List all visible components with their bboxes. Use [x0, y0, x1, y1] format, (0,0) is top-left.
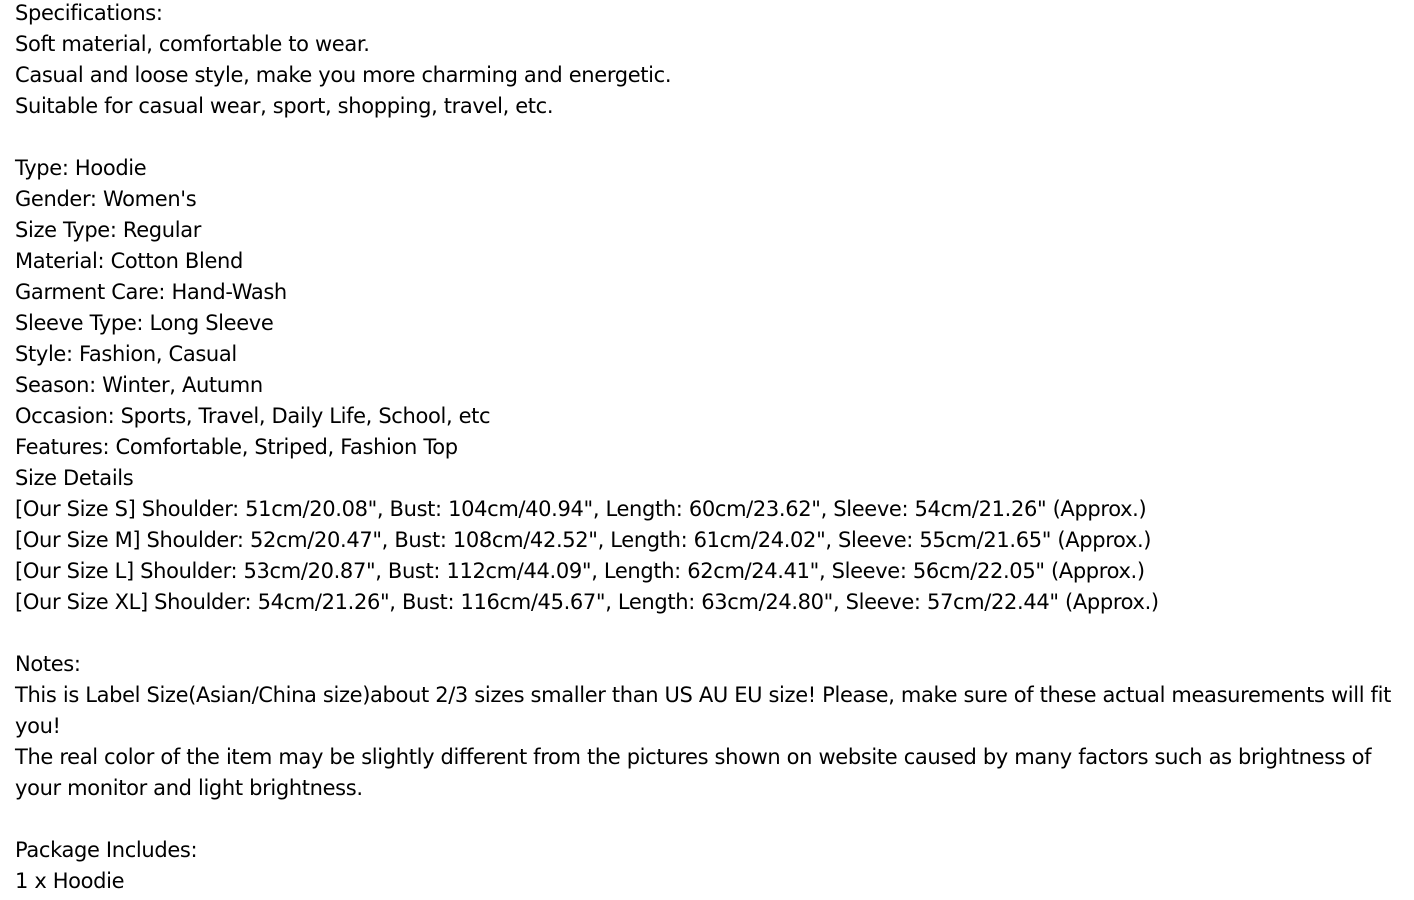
notes-heading: Notes: — [15, 652, 81, 676]
note-paragraph: The real color of the item may be slightly different from the pictures shown on website caused by many factors such as brightness of your monitor and light brightness. — [15, 745, 1372, 800]
size-row-l: [Our Size L] Shoulder: 53cm/20.87", Bust: 112cm/44.09", Length: 62cm/24.41", Sleeve: 56cm/22.05" (Approx.) — [15, 559, 1145, 583]
size-row-m: [Our Size M] Shoulder: 52cm/20.47", Bust: 108cm/42.52", Length: 61cm/24.02", Sleeve: 55cm/21.65" (Approx.) — [15, 528, 1152, 552]
attribute-season: Season: Winter, Autumn — [15, 373, 263, 397]
spacer — [15, 804, 1410, 835]
attribute-gender: Gender: Women's — [15, 187, 197, 211]
package-item: 1 x Hoodie — [15, 869, 125, 893]
size-row-s: [Our Size S] Shoulder: 51cm/20.08", Bust: 104cm/40.94", Length: 60cm/23.62", Sleeve: 54cm/21.26" (Approx.) — [15, 497, 1147, 521]
spacer — [15, 122, 1410, 153]
specifications-heading: Specifications: — [15, 1, 163, 25]
attribute-material: Material: Cotton Blend — [15, 249, 243, 273]
spec-line: Suitable for casual wear, sport, shopping, travel, etc. — [15, 94, 554, 118]
attribute-occasion: Occasion: Sports, Travel, Daily Life, School, etc — [15, 404, 491, 428]
note-paragraph: This is Label Size(Asian/China size)about 2/3 sizes smaller than US AU EU size! Please, make sure of these actual measurements will fit you! — [15, 683, 1391, 738]
spacer — [15, 618, 1410, 649]
attribute-size-type: Size Type: Regular — [15, 218, 202, 242]
spec-line: Casual and loose style, make you more charming and energetic. — [15, 63, 672, 87]
attribute-garment-care: Garment Care: Hand-Wash — [15, 280, 287, 304]
attribute-features: Features: Comfortable, Striped, Fashion Top — [15, 435, 458, 459]
attribute-sleeve-type: Sleeve Type: Long Sleeve — [15, 311, 274, 335]
attribute-type: Type: Hoodie — [15, 156, 147, 180]
product-description — [15, 0, 1410, 897]
package-heading: Package Includes: — [15, 838, 198, 862]
size-details-heading: Size Details — [15, 466, 134, 490]
size-row-xl: [Our Size XL] Shoulder: 54cm/21.26", Bust: 116cm/45.67", Length: 63cm/24.80", Sleeve: 57cm/22.44" (Approx.) — [15, 590, 1159, 614]
spec-line: Soft material, comfortable to wear. — [15, 32, 370, 56]
attribute-style: Style: Fashion, Casual — [15, 342, 237, 366]
